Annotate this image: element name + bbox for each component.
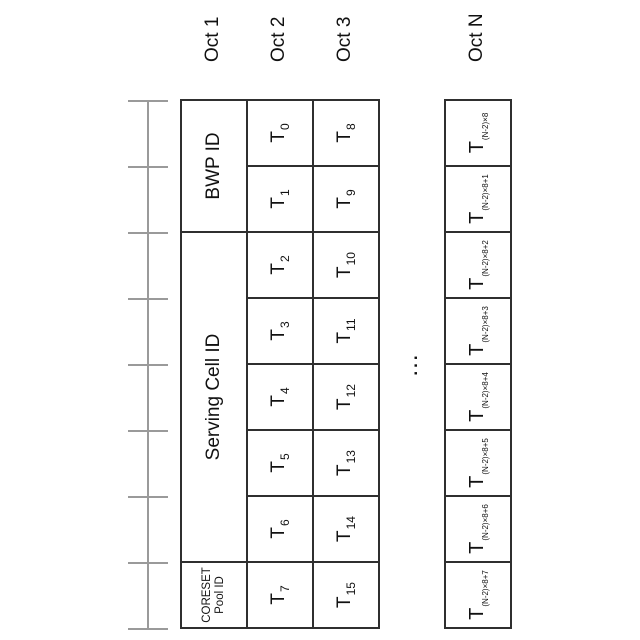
ruler-tick xyxy=(128,563,168,565)
ruler-tick xyxy=(128,365,168,367)
bit-cell-t13: $T_{13}$ xyxy=(314,431,378,495)
bit-cell-t9: $T_9$ xyxy=(314,167,378,231)
bit-cell-t0: $T_0$ xyxy=(248,101,312,165)
coreset-pool-id-line2: Pool ID xyxy=(214,576,226,614)
coreset-pool-id-line1: CORESET xyxy=(201,567,213,623)
bit-cell-octn-7: $T_{(N-2)\times 8+7}$ xyxy=(446,563,510,627)
bit-cell-octn-5: $T_{(N-2)\times 8+5}$ xyxy=(446,431,510,495)
serving-cell-id-label: Serving Cell ID xyxy=(203,333,224,461)
bit-cell-octn-3: $T_{(N-2)\times 8+3}$ xyxy=(446,299,510,363)
bit-cell-t2: $T_2$ xyxy=(248,233,312,297)
bit-cell-t1: $T_1$ xyxy=(248,167,312,231)
bit-cell-t10: $T_{10}$ xyxy=(314,233,378,297)
bwp-id-label: BWP ID xyxy=(203,132,224,200)
bit-cell-octn-4: $T_{(N-2)\times 8+4}$ xyxy=(446,365,510,429)
ruler-tick xyxy=(128,629,168,631)
oct-label-n: Oct N xyxy=(466,13,487,62)
bit-cell-t11: $T_{11}$ xyxy=(314,299,378,363)
field-serving-cell-id xyxy=(182,233,246,561)
mac-ce-octet-n-table xyxy=(444,99,512,629)
bit-cell-t5: $T_5$ xyxy=(248,431,312,495)
ruler-tick xyxy=(128,167,168,169)
bit-cell-octn-1: $T_{(N-2)\times 8+1}$ xyxy=(446,167,510,231)
bit-cell-t15: $T_{15}$ xyxy=(314,563,378,627)
octet-ellipsis: ... xyxy=(402,352,421,376)
mac-ce-octet-table xyxy=(180,99,380,629)
bit-cell-t7: $T_7$ xyxy=(248,563,312,627)
bit-cell-t4: $T_4$ xyxy=(248,365,312,429)
ruler-tick xyxy=(128,233,168,235)
bit-cell-t3: $T_3$ xyxy=(248,299,312,363)
bit-cell-t6: $T_6$ xyxy=(248,497,312,561)
bit-cell-octn-0: $T_{(N-2)\times 8}$ xyxy=(446,101,510,165)
bit-cell-t8: $T_8$ xyxy=(314,101,378,165)
oct-label-1: Oct 1 xyxy=(202,16,223,62)
field-bwp-id xyxy=(182,101,246,231)
bit-cell-octn-2: $T_{(N-2)\times 8+2}$ xyxy=(446,233,510,297)
oct-label-2: Oct 2 xyxy=(268,16,289,62)
oct-label-3: Oct 3 xyxy=(334,16,355,62)
ruler-tick xyxy=(128,101,168,103)
bit-cell-t12: $T_{12}$ xyxy=(314,365,378,429)
field-coreset-pool-id xyxy=(182,563,246,627)
ruler-tick xyxy=(128,299,168,301)
ruler-tick xyxy=(128,431,168,433)
bit-cell-t14: $T_{14}$ xyxy=(314,497,378,561)
ruler-tick xyxy=(128,497,168,499)
bit-cell-octn-6: $T_{(N-2)\times 8+6}$ xyxy=(446,497,510,561)
